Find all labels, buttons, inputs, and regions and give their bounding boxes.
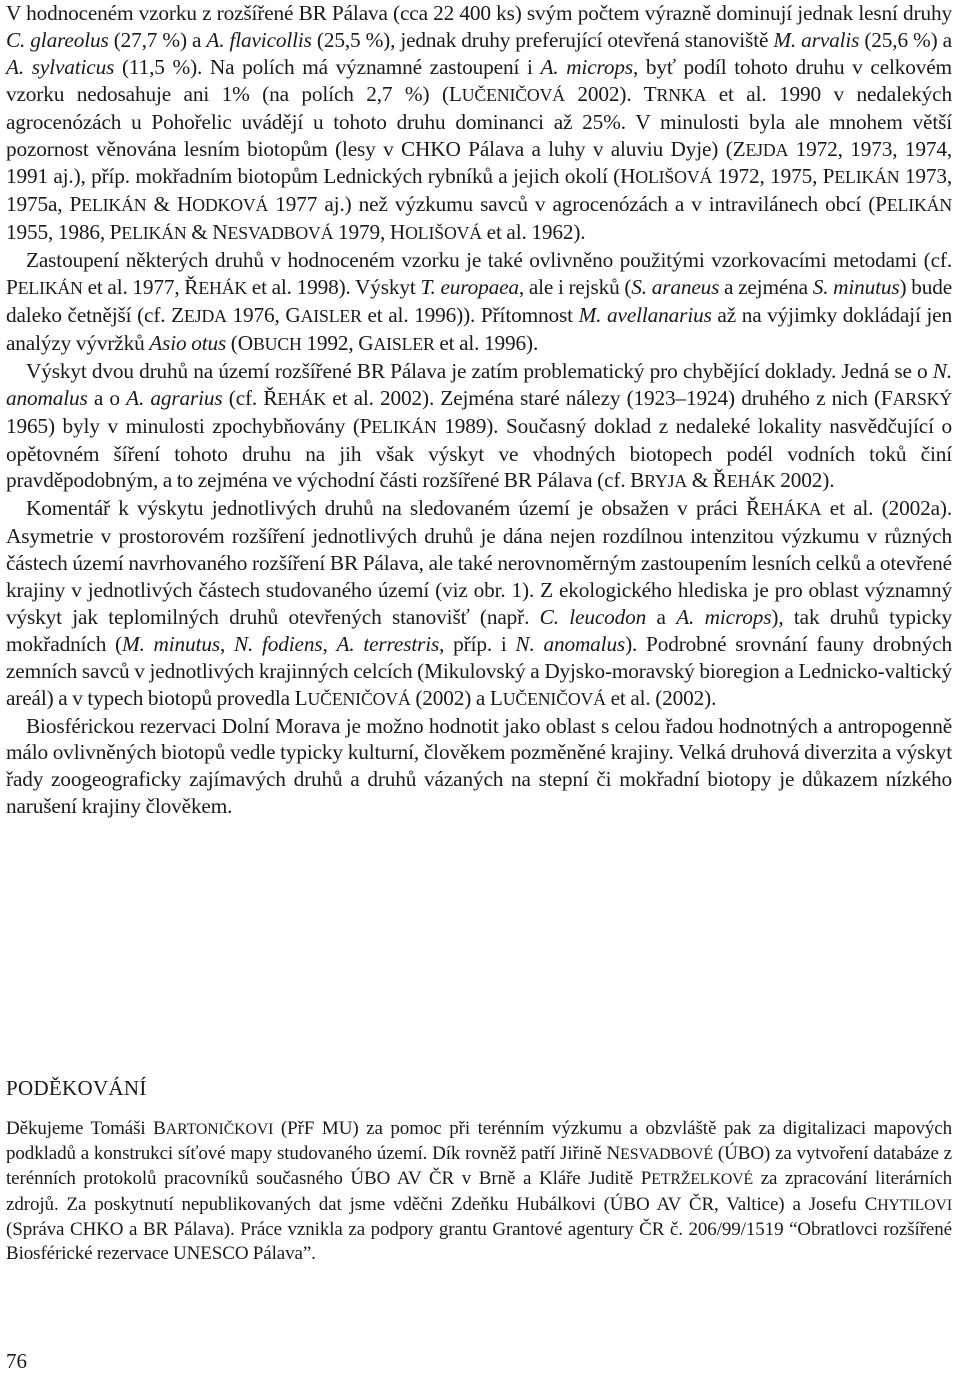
page-number: 76 — [6, 1349, 27, 1373]
paragraph-3: Výskyt dvou druhů na území rozšířené BR Pálava je zatím problematický pro chybějící doklady. Jedná se o N. anomalus a o A. agrarius (cf. ŘEHÁK et al. 2002). Zejména staré nálezy (1923–1924) druhého z nich (FARSKÝ 1965) byly v minulosti zpochybňovány (PELIKÁN 1989). Současný doklad z nedaleké lokality nasvědčující o opětovném šíření tohoto druhu na jih však výskyt ve vhodných biotopech podél vodních toků činí pravděpodobným, a to zejména ve východní části rozšířené BR Pálava (cf. BRYJA & ŘEHÁK 2002). — [6, 358, 953, 493]
paragraph-5: Biosférickou rezervaci Dolní Morava je možno hodnotit jako oblast s celou řadou hodnotných a antropogenně málo ovlivněných biotopů vedle typicky kulturní, člověkem pozměněné krajiny. Velká druhová diverzita a výskyt řady zoogeograficky zajímavých druhů a druhů vázaných na stepní či mokřadní biotopy je důkazem nízkého narušení krajiny člověkem. — [6, 713, 952, 819]
paragraph-2: Zastoupení některých druhů v hodnoceném vzorku je také ovlivněno použitými vzorkovacími metodami (cf. PELIKÁN et al. 1977, ŘEHÁK et al. 1998). Výskyt T. europaea, ale i rejsků (S. araneus a zejména S. minutus) bude daleko četnější (cf. ZEJDA 1976, GAISLER et al. 1996)). Přítomnost M. avellanarius až na výjimky dokládají jen analýzy vývržků Asio otus (OBUCH 1992, GAISLER et al. 1996). — [6, 248, 953, 355]
page — [6, 0, 953, 1373]
main-text — [6, 0, 952, 820]
paragraph-1: V hodnoceném vzorku z rozšířené BR Pálava (cca 22 400 ks) svým počtem výrazně dominují jednak lesní druhy C. glareolus (27,7 %) a A. flavicollis (25,5 %), jednak druhy preferující otevřená stanoviště M. arvalis (25,6 %) a A. sylvaticus (11,5 %). Na polích má významné zastoupení i A. microps, byť podíl tohoto druhu v celkovém vzorku nedosahuje ani 1% (na polích 2,7 %) (LUČENIČOVÁ 2002). TRNKA et al. 1990 v nedalekých agrocenózách u Pohořelic uvádějí u tohoto druhu dominanci až 25%. V minulosti byla ale mnohem větší pozornost věnována lesním biotopům (lesy v CHKO Pálava a luhy v aluviu Dyje) (ZEJDA 1972, 1973, 1974, 1991 aj.), příp. mokřadním biotopům Lednických rybníků a jejich okolí (HOLIŠOVÁ 1972, 1975, PELIKÁN 1973, 1975a, PELIKÁN & HODKOVÁ 1977 aj.) než výzkumu savců v agrocenózách a v intravilánech obcí (PELIKÁN 1955, 1986, PELIKÁN & NESVADBOVÁ 1979, HOLIŠOVÁ et al. 1962). — [6, 1, 953, 245]
paragraph-4: Komentář k výskytu jednotlivých druhů na sledovaném území je obsažen v práci ŘEHÁKA et al. (2002a). Asymetrie v prostorovém rozšíření jednotlivých druhů je dána nejen rozdílnou intenzitou výzkumu v různých částech území navrhovaného rozšíření BR Pálava, ale také nerovnoměrným zastoupením lesních celků a otevřené krajiny v jednotlivých částech studovaného území (viz obr. 1). Z ekologického hlediska je pro oblast významný výskyt jak teplomilných druhů otevřených stanovišť (např. C. leucodon a A. microps), tak druhů typicky mokřadních (M. minutus, N. fodiens, A. terrestris, příp. i N. anomalus). Podrobné srovnání fauny drobných zemních savců v jednotlivých krajinných celcích (Mikulovský a Dyjsko-moravský bioregion a Lednicko-valtický areál) a v typech biotopů provedla LUČENIČOVÁ (2002) a LUČENIČOVÁ et al. (2002). — [6, 496, 952, 710]
acknowledgements-text: Děkujeme Tomáši BARTONIČKOVI (PřF MU) za pomoc při terénním výzkumu a obzvláště pak za digitalizaci mapových podkladů a konstrukci síťové mapy studovaného území. Dík rovněž patří Jiřině NESVADBOVÉ (ÚBO) za vytvoření databáze z terénních protokolů pracovníků současného ÚBO AV ČR v Brně a Kláře Juditě PETRŽELKOVÉ za zpracování literárních zdrojů. Za poskytnutí nepublikovaných dat jsme vděčni Zdeňku Hubálkovi (ÚBO AV ČR, Valtice) a Josefu CHYTILOVI (Správa CHKO a BR Pálava). Práce vznikla za podpory grantu Grantové agentury ČR č. 206/99/1519 “Obratlovci rozšířené Biosférické rezervace UNESCO Pálava”. — [6, 1118, 952, 1265]
acknowledgements-heading: PODĚKOVÁNÍ — [6, 1076, 147, 1100]
